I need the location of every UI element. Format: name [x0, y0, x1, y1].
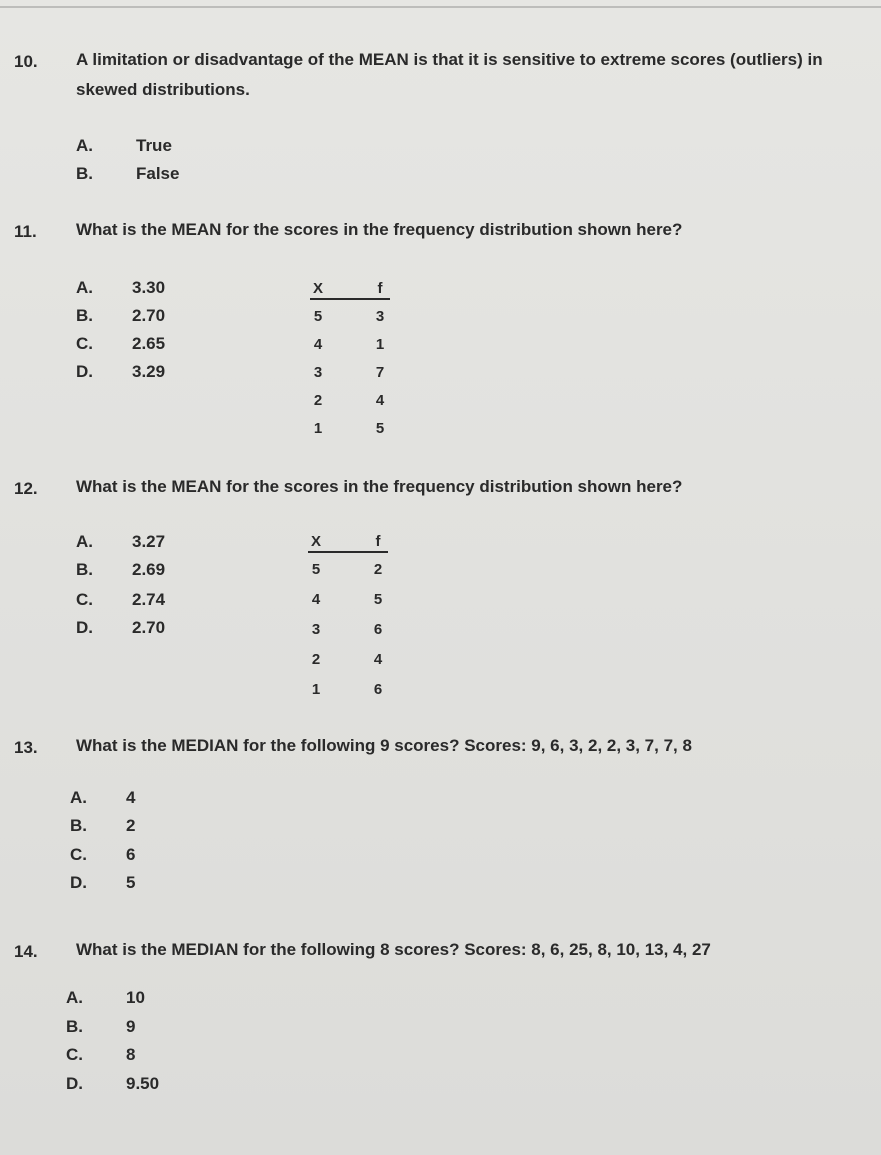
table-cell: 4: [313, 336, 323, 353]
question-text: What is the MEDIAN for the following 9 scores? Scores: 9, 6, 3, 2, 2, 3, 7, 7, 8: [76, 736, 692, 755]
table-cell: 1: [375, 336, 385, 353]
question-text: What is the MEAN for the scores in the frequency distribution shown here?: [76, 220, 683, 239]
table-cell: 2: [373, 561, 383, 578]
question-text: What is the MEAN for the scores in the frequency distribution shown here?: [76, 477, 683, 496]
table-cell: 4: [375, 392, 385, 409]
question-number: 14.: [14, 942, 38, 961]
question-number: 13.: [14, 738, 38, 757]
header-underline: [308, 551, 388, 553]
question-number: 12.: [14, 479, 38, 498]
table-cell: 1: [313, 420, 323, 437]
table-cell: 2: [313, 392, 323, 409]
table-cell: 1: [311, 681, 321, 698]
table-cell: 3: [313, 364, 323, 381]
table-cell: 3: [311, 621, 321, 638]
question-number: 10.: [14, 52, 38, 71]
question-text: A limitation or disadvantage of the MEAN is that it is sensitive to extreme scores (outliers) in skewed distributions.: [76, 50, 823, 99]
table-cell: 5: [313, 308, 323, 325]
table-cell: 3: [375, 308, 385, 325]
table-cell: 4: [311, 591, 321, 608]
question-number: 11.: [14, 222, 37, 241]
table-cell: 5: [311, 561, 321, 578]
table-cell: 6: [373, 621, 383, 638]
top-divider: [0, 6, 881, 8]
table-cell: 4: [373, 651, 383, 668]
table-cell: 6: [373, 681, 383, 698]
header-underline: [310, 298, 390, 300]
header-x: X: [310, 533, 321, 550]
table-cell: 2: [311, 651, 321, 668]
header-f: f: [377, 280, 383, 297]
header-f: f: [375, 533, 381, 550]
header-x: X: [312, 280, 323, 297]
table-cell: 5: [375, 420, 385, 437]
table-cell: 5: [373, 591, 383, 608]
table-cell: 7: [375, 364, 385, 381]
question-text: What is the MEDIAN for the following 8 scores? Scores: 8, 6, 25, 8, 10, 13, 4, 27: [76, 940, 711, 959]
